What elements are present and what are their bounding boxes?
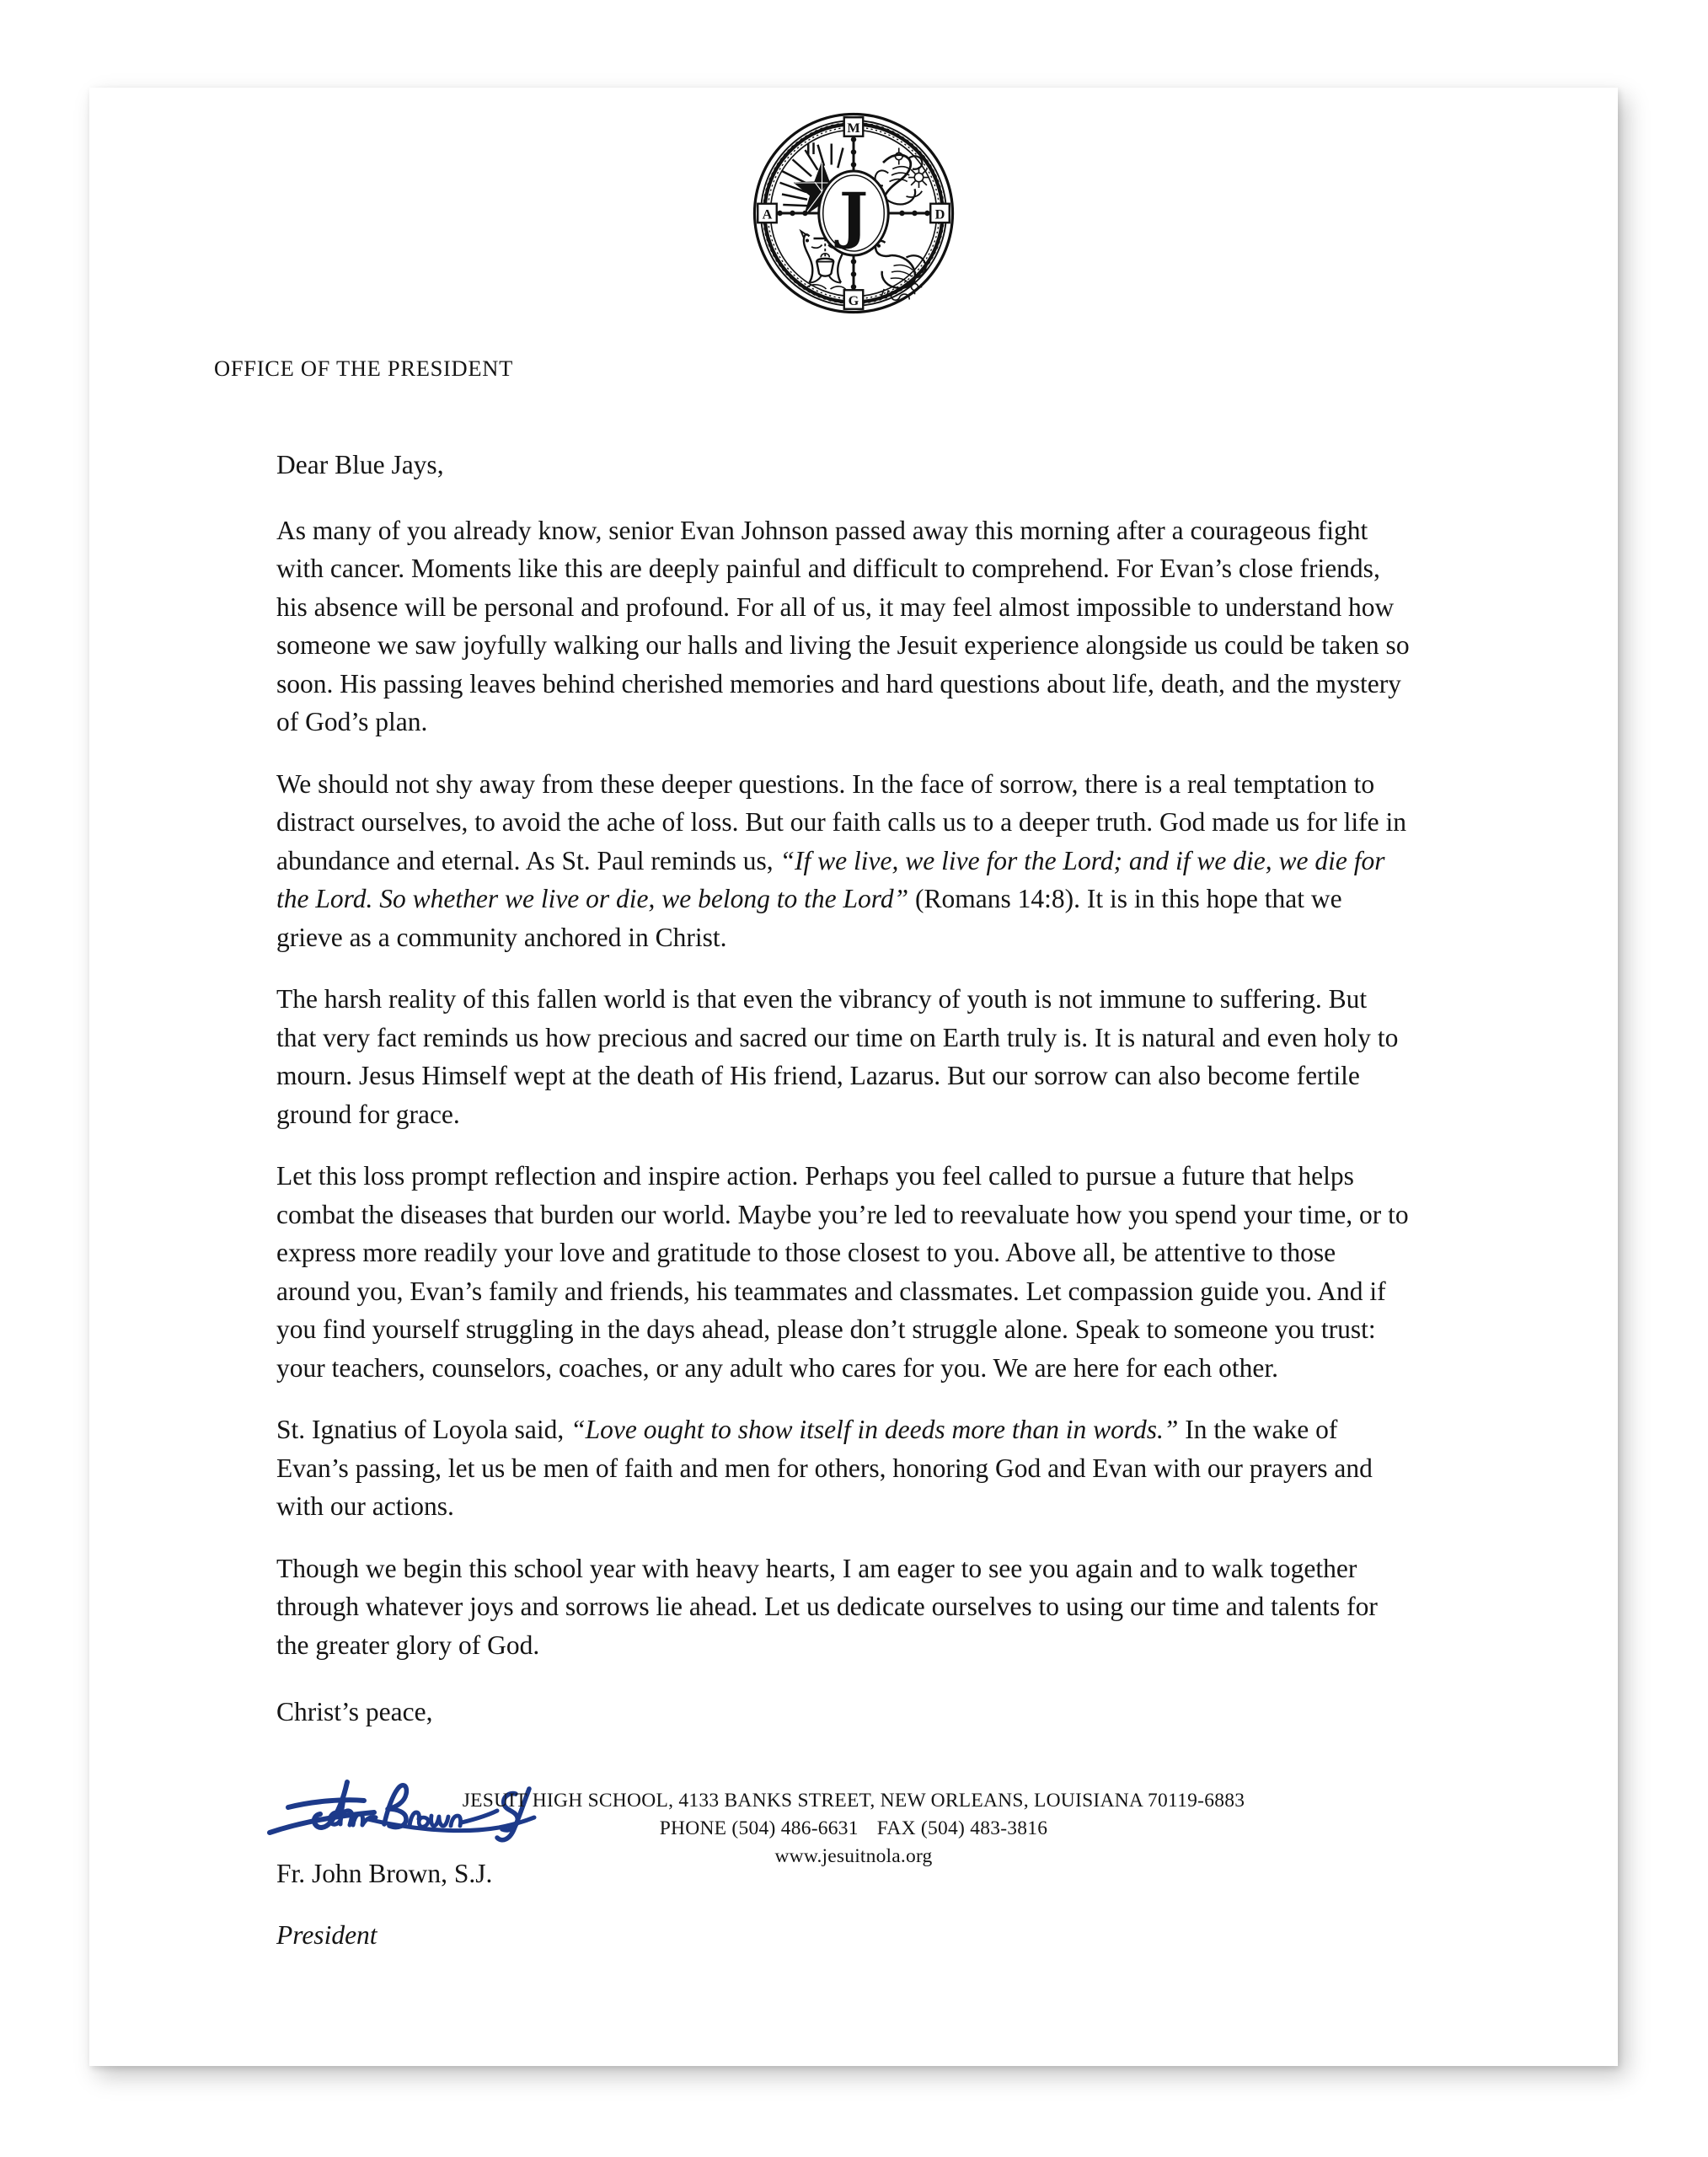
- paragraph-5-run-3: In the wake of Evan’s passing, let us be men of faith and men for others, honoring God and Evan with our prayers and with our actions.: [276, 1415, 1373, 1521]
- office-of-the-president-label: OFFICE OF THE PRESIDENT: [214, 356, 513, 381]
- paragraph-6-run-1: Though we begin this school year with heavy hearts, I am eager to see you again and to walk together through whatever joys and sorrows lie ahead. Let us dedicate ourselves to using our time and talents for the greater glory of God.: [276, 1553, 1378, 1660]
- seal-letter-a: A: [762, 206, 773, 222]
- seal-letter-g: G: [848, 292, 859, 308]
- footer-phone: PHONE (504) 486-6631: [659, 1817, 859, 1839]
- paragraph-2-run-3: (Romans 14:8). It is in this hope that we grieve as a community anchored in Christ.: [276, 884, 1342, 952]
- signer-title: President: [276, 1920, 377, 1950]
- footer-website: www.jesuitnola.org: [774, 1845, 933, 1867]
- paragraph-4: [276, 1157, 1412, 1387]
- seal-letter-m: M: [847, 120, 860, 136]
- closing-salutation: Christ’s peace,: [276, 1697, 433, 1726]
- paragraph-4-run-1: Let this loss prompt reflection and inspire action. Perhaps you feel called to pursue a future that helps combat the diseases that burden our world. Maybe you’re led to reevaluate how you spend your time, or to express more readily your love and gratitude to those closest to you. Above all, be attentive to those around you, Evan’s family and friends, his teammates and classmates. Let compassion guide you. And if you find yourself struggling in the days ahead, please don’t struggle alone. Speak to someone you trust: your teachers, counselors, coaches, or any adult who cares for you. We are here for each other.: [276, 1161, 1409, 1383]
- signer-name: Fr. John Brown, S.J.: [276, 1858, 493, 1888]
- paragraph-1: [276, 511, 1412, 741]
- paragraph-5-run-1: St. Ignatius of Loyola said,: [276, 1415, 571, 1444]
- paragraph-3: [276, 980, 1412, 1133]
- footer-fax: FAX (504) 483-3816: [876, 1817, 1048, 1839]
- scripture-quote: “If we live, we live for the Lord; and if we die, we die for the Lord. So whether we live or die, we belong to the Lord”: [276, 845, 1385, 913]
- salutation: Dear Blue Jays,: [276, 450, 444, 479]
- letter-body: [276, 446, 1412, 1978]
- paragraph-1-run-1: As many of you already know, senior Evan Johnson passed away this morning after a courageous fight with cancer. Moments like this are deeply painful and difficult to comprehend. For Evan’s close friends, his absence will be personal and profound. For all of us, it may feel almost impossible to understand how someone we saw joyfully walking our halls and living the Jesuit experience alongside us could be taken so soon. His passing leaves behind cherished memories and hard questions about life, death, and the mystery of God’s plan.: [276, 515, 1410, 736]
- ignatius-quote: “Love ought to show itself in deeds more than in words.”: [570, 1415, 1179, 1444]
- paragraph-2-run-1: We should not shy away from these deeper questions. In the face of sorrow, there is a real temptation to distract ourselves, to avoid the ache of loss. But our faith calls us to a deeper truth. God made us for life in abundance and eternal. As St. Paul reminds us,: [276, 768, 1407, 875]
- footer-phone-fax: [89, 1817, 1618, 1840]
- letter-page: [89, 88, 1618, 2066]
- seal-center-letter: J: [838, 179, 869, 252]
- jesuit-seal-icon: [748, 108, 959, 318]
- paragraph-6: [276, 1550, 1412, 1665]
- paragraph-5: [276, 1410, 1412, 1526]
- paragraph-3-run-1: The harsh reality of this fallen world is that even the vibrancy of youth is not immune to suffering. But that very fact reminds us how precious and sacred our time on Earth truly is. It is natural and even holy to mourn. Jesus Himself wept at the death of His friend, Lazarus. But our sorrow can also become fertile ground for grace.: [276, 984, 1399, 1129]
- paragraph-2: [276, 765, 1412, 957]
- seal-letter-d: D: [934, 206, 945, 222]
- letterhead-seal-container: [89, 108, 1618, 318]
- footer-address: JESUIT HIGH SCHOOL, 4133 BANKS STREET, NEW ORLEANS, LOUISIANA 70119-6883: [462, 1790, 1245, 1812]
